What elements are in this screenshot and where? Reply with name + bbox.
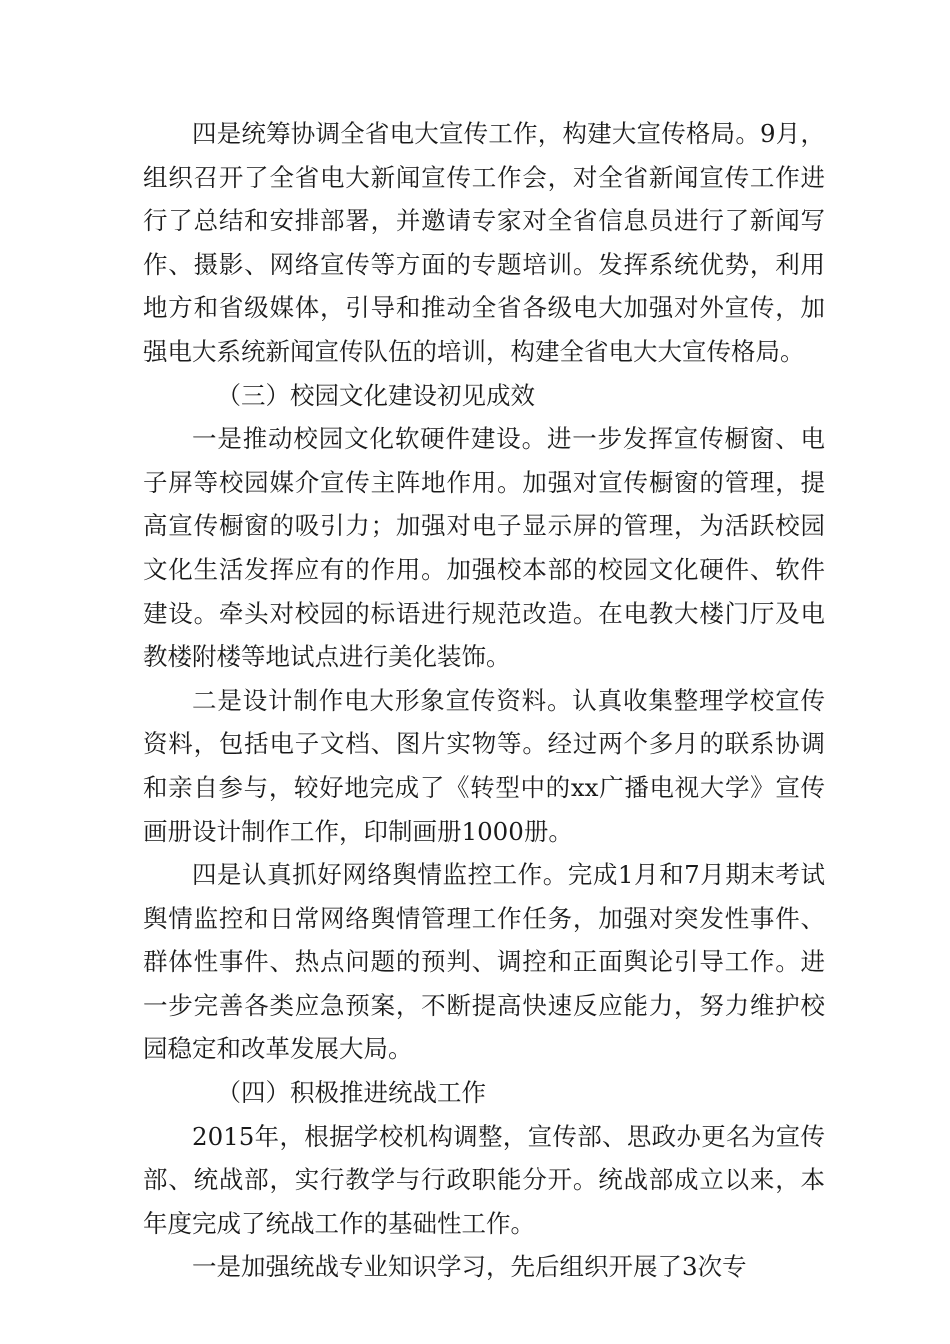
paragraph-united-front-study: 一是加强统战专业知识学习，先后组织开展了3次专 bbox=[192, 1252, 747, 1282]
section-heading-united-front: （四）积极推进统战工作 bbox=[216, 1078, 486, 1108]
document-body bbox=[143, 112, 825, 1289]
section-heading-campus-culture: （三）校园文化建设初见成效 bbox=[216, 380, 535, 410]
paragraph-campus-hardware-software: 一是推动校园文化软硬件建设。进一步发挥宣传橱窗、电子屏等校园媒介宣传主阵地作用。加强对宣传橱窗的管理，提高宣传橱窗的吸引力；加强对电子显示屏的管理，为活跃校园文化生活发挥应有的作用。加强校本部的校园文化硬件、软件建设。牵头对校园的标语进行规范改造。在电教大楼门厅及电教楼附楼等地试点进行美化装饰。 bbox=[143, 424, 825, 672]
paragraph-restructuring-2015: 2015年，根据学校机构调整，宣传部、思政办更名为宣传部、统战部，实行教学与行政职能分开。统战部成立以来，本年度完成了统战工作的基础性工作。 bbox=[143, 1121, 825, 1238]
paragraph-online-monitoring: 四是认真抓好网络舆情监控工作。完成1月和7月期末考试舆情监控和日常网络舆情管理工作任务，加强对突发性事件、群体性事件、热点问题的预判、调控和正面舆论引导工作。进一步完善各类应急预案，不断提高快速反应能力，努力维护校园稳定和改革发展大局。 bbox=[143, 860, 825, 1064]
paragraph-image-materials: 二是设计制作电大形象宣传资料。认真收集整理学校宣传资料，包括电子文档、图片实物等。经过两个多月的联系协调和亲自参与，较好地完成了《转型中的xx广播电视大学》宣传画册设计制作工作，印制画册1000册。 bbox=[143, 685, 825, 846]
paragraph-publicity-coordination: 四是统筹协调全省电大宣传工作，构建大宣传格局。9月，组织召开了全省电大新闻宣传工作会，对全省新闻宣传工作进行了总结和安排部署，并邀请专家对全省信息员进行了新闻写作、摄影、网络宣传等方面的专题培训。发挥系统优势，利用地方和省级媒体，引导和推动全省各级电大加强对外宣传，加强电大系统新闻宣传队伍的培训，构建全省电大大宣传格局。 bbox=[143, 119, 825, 366]
